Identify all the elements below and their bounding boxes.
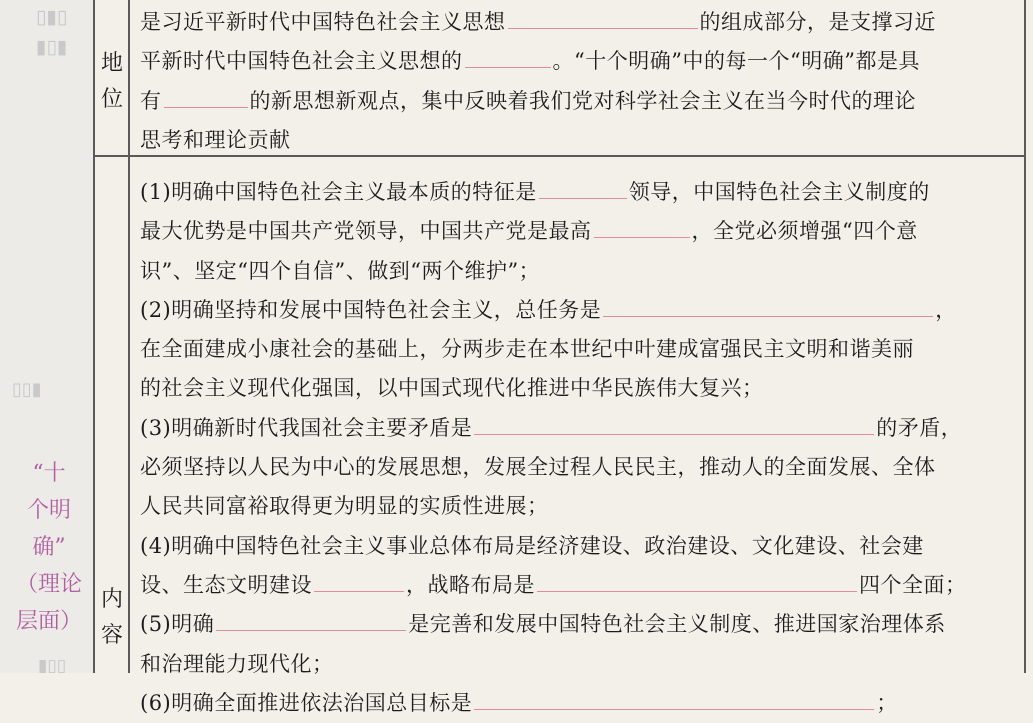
text-line	[140, 252, 1015, 291]
section-label-line: 层面）	[15, 609, 82, 634]
text-span: 识”、坚定“四个自信”、做到“两个维护”；	[140, 258, 541, 283]
text-line	[140, 487, 1015, 526]
text-line	[140, 3, 1015, 42]
text-span: 设、生态文明建设	[140, 572, 312, 597]
text-span: 是习近平新时代中国特色社会主义思想	[140, 10, 506, 34]
answer-blank[interactable]	[474, 414, 874, 435]
text-span: 的社会主义现代化强国，以中国式现代化推进中华民族伟大复兴；	[140, 376, 764, 401]
row-label-status	[96, 46, 128, 118]
text-span: 人民共同富裕取得更为明显的实质性进展；	[140, 494, 549, 519]
text-line	[140, 173, 1015, 212]
content-text	[140, 173, 1015, 723]
text-span: (4)明确中国特色社会主义事业总体布局是经济建设、政治建设、文化建设、社会建	[140, 533, 924, 558]
text-span: 在全面建成小康社会的基础上，分两步走在本世纪中叶建成富强民主文明和谐美丽	[140, 337, 914, 362]
text-span: (6)明确全面推进依法治国总目标是	[140, 690, 473, 715]
section-label	[14, 455, 84, 640]
row-label-char: 内	[100, 587, 123, 612]
text-span: 有	[140, 88, 162, 113]
text-span: (1)明确中国特色社会主义最本质的特征是	[140, 180, 537, 204]
text-line	[140, 42, 1015, 81]
text-span: 必须坚持以人民为中心的发展思想，发展全过程人民民主，推动人的全面发展、全体	[140, 455, 936, 480]
text-span: ，全党必须增强“四个意	[691, 219, 918, 244]
row-label-char: 容	[100, 623, 123, 648]
text-line	[140, 82, 1015, 121]
text-line	[140, 645, 1015, 684]
text-span: (3)明确新时代我国社会主要矛盾是	[140, 415, 473, 440]
text-span: ；	[876, 690, 898, 715]
text-span: 和治理能力现代化；	[140, 651, 334, 676]
row-label-char: 位	[100, 87, 123, 112]
show-through-mark: ▮▯▯	[38, 656, 67, 676]
text-span: 四个全面；	[859, 572, 967, 597]
show-through-mark: ▯▯▮	[12, 379, 42, 400]
text-line	[140, 448, 1015, 487]
text-span: (5)明确	[140, 612, 215, 637]
text-span: 的新思想新观点，集中反映着我们党对科学社会主义在当今时代的理论	[249, 88, 916, 113]
text-span: 最大优势是中国共产党领导，中国共产党是最高	[140, 219, 592, 244]
show-through-mark: ▯▮▯	[36, 6, 68, 28]
table-border-right	[1024, 0, 1026, 673]
text-line	[140, 605, 1015, 644]
text-span: ，战略布局是	[406, 572, 535, 597]
answer-blank[interactable]	[603, 296, 933, 317]
answer-blank[interactable]	[216, 610, 406, 631]
text-line	[140, 330, 1015, 369]
text-line	[140, 566, 1015, 605]
answer-blank[interactable]	[537, 571, 857, 592]
text-span: 的矛盾，	[876, 415, 963, 440]
table-border-left	[93, 0, 95, 673]
text-span: 领导，中国特色社会主义制度的	[628, 180, 930, 204]
text-span: (2)明确坚持和发展中国特色社会主义，总任务是	[140, 297, 602, 322]
answer-blank[interactable]	[465, 47, 551, 68]
text-line	[140, 684, 1015, 723]
text-span: 平新时代中国特色社会主义思想的	[140, 49, 463, 74]
section-label-line: （理论	[15, 572, 82, 597]
answer-blank[interactable]	[314, 571, 404, 592]
text-span: 。“十个明确”中的每一个“明确”都是具	[552, 49, 920, 74]
table-border-mid	[128, 0, 130, 673]
text-line	[140, 291, 1015, 330]
text-line	[140, 121, 1015, 160]
text-span: 的组成部分，是支撑习近	[699, 10, 936, 34]
answer-blank[interactable]	[474, 689, 874, 710]
text-line	[140, 527, 1015, 566]
text-span: 思考和理论贡献	[140, 127, 291, 152]
answer-blank[interactable]	[164, 87, 248, 108]
text-span: 是完善和发展中国特色社会主义制度、推进国家治理体系	[408, 612, 946, 637]
section-label-line: “十	[32, 461, 66, 486]
status-text	[140, 3, 1015, 160]
row-label-content	[96, 582, 128, 654]
section-label-line: 个明	[26, 498, 71, 523]
text-line	[140, 369, 1015, 408]
answer-blank[interactable]	[508, 8, 698, 29]
text-span: ，	[935, 297, 957, 322]
row-label-char: 地	[100, 51, 123, 76]
answer-blank[interactable]	[539, 178, 627, 199]
answer-blank[interactable]	[594, 217, 690, 238]
section-label-line: 确”	[32, 535, 66, 560]
text-line	[140, 212, 1015, 251]
text-line	[140, 409, 1015, 448]
show-through-mark: ▮▯▮	[36, 36, 68, 58]
